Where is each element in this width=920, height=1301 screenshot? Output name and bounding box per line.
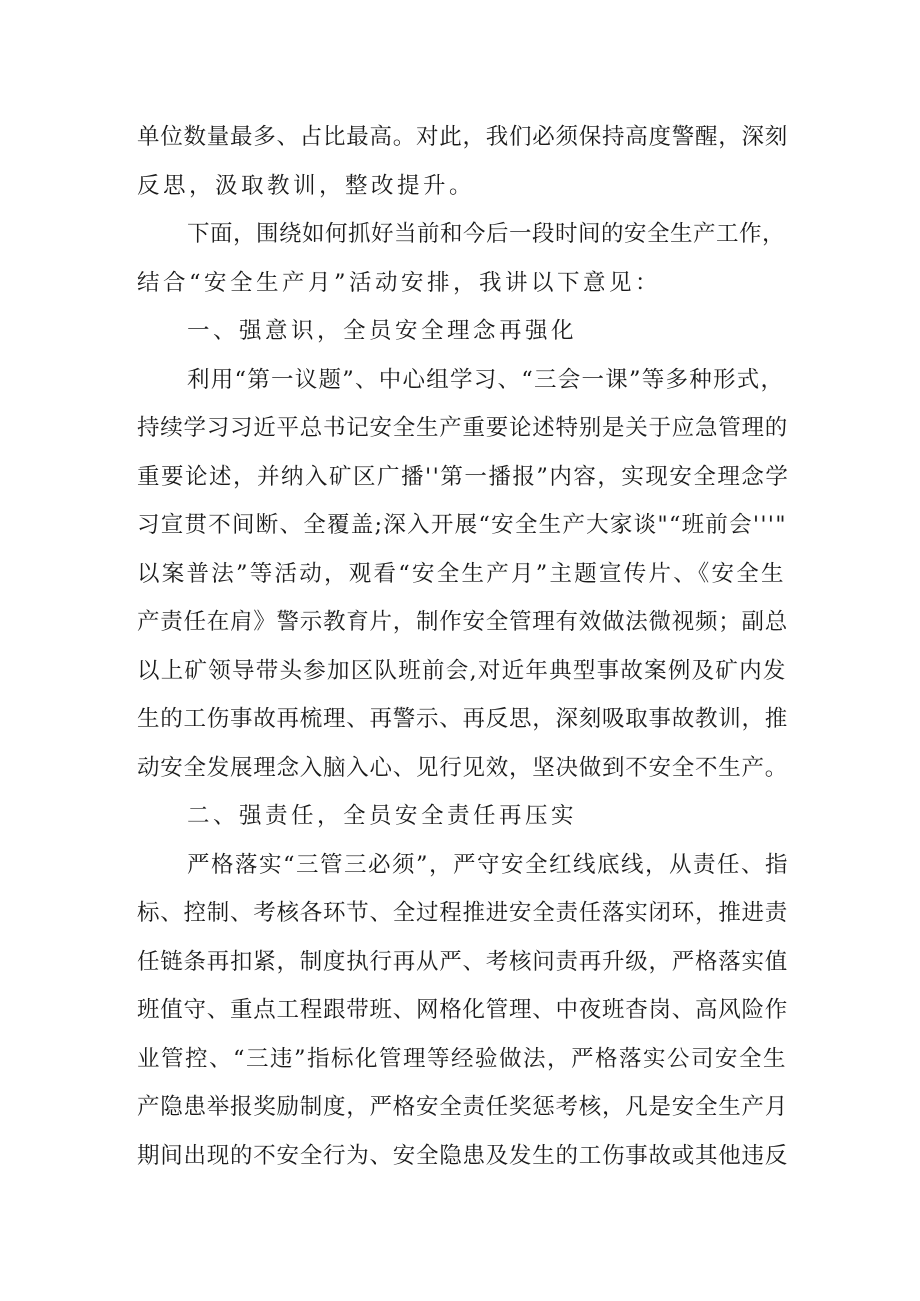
body-text-line: 任链条再扣紧，制度执行再从严、考核问责再升级，严格落实值 [137, 949, 789, 975]
body-text-line: 以上矿领导带头参加区队班前会,对近年典型事故案例及矿内发 [137, 658, 787, 684]
body-text-line: 产责任在肩》警示教育片，制作安全管理有效做法微视频；副总 [137, 609, 789, 635]
body-text-line: 单位数量最多、占比最高。对此，我们必须保持高度警醒，深刻 [137, 124, 789, 150]
body-text-line: 动安全发展理念入脑入心、见行见效，坚决做到不安全不生产。 [137, 755, 789, 781]
section-heading: 二、强责任，全员安全责任再压实 [187, 803, 578, 829]
body-text-line: 习宣贯不间断、全覆盖;深入开展“安全生产大家谈"“班前会'''" [137, 512, 787, 538]
body-text-line: 持续学习习近平总书记安全生产重要论述特别是关于应急管理的 [137, 415, 789, 441]
body-text-line: 生的工伤事故再梳理、再警示、再反思，深刻吸取事故教训，推 [137, 706, 789, 732]
body-text-line: 反思，汲取教训，整改提升。 [137, 173, 476, 199]
body-text-line: 产隐患举报奖励制度，严格安全责任奖惩考核，凡是安全生产月 [137, 1094, 789, 1120]
body-text-line: 利用“第一议题”、中心组学习、“三会一课”等多种形式， [187, 367, 785, 393]
body-text-line: 严格落实“三管三必须”，严守安全红线底线，从责任、指 [187, 852, 790, 878]
body-text-line: 结合“安全生产月”活动安排，我讲以下意见： [137, 270, 662, 296]
body-text-line: 期间出现的不安全行为、安全隐患及发生的工伤事故或其他违反 [137, 1143, 789, 1169]
body-text-line: 标、控制、考核各环节、全过程推进安全责任落实闭环，推进责 [137, 900, 789, 926]
body-text-line: 下面，围绕如何抓好当前和今后一段时间的安全生产工作， [187, 221, 786, 247]
body-text-line: 班值守、重点工程跟带班、网格化管理、中夜班杳岗、高风险作 [137, 997, 789, 1023]
body-text-line: 以案普法”等活动，观看“安全生产月”主题宣传片、《安全生 [137, 561, 786, 587]
section-heading: 一、强意识，全员安全理念再强化 [187, 318, 578, 344]
body-text-line: 重要论述，并纳入矿区广播''第一播报”内容，实现安全理念学 [137, 464, 790, 490]
body-text-line: 业管控、“三违”指标化管理等经验做法，严格落实公司安全生 [137, 1046, 788, 1072]
